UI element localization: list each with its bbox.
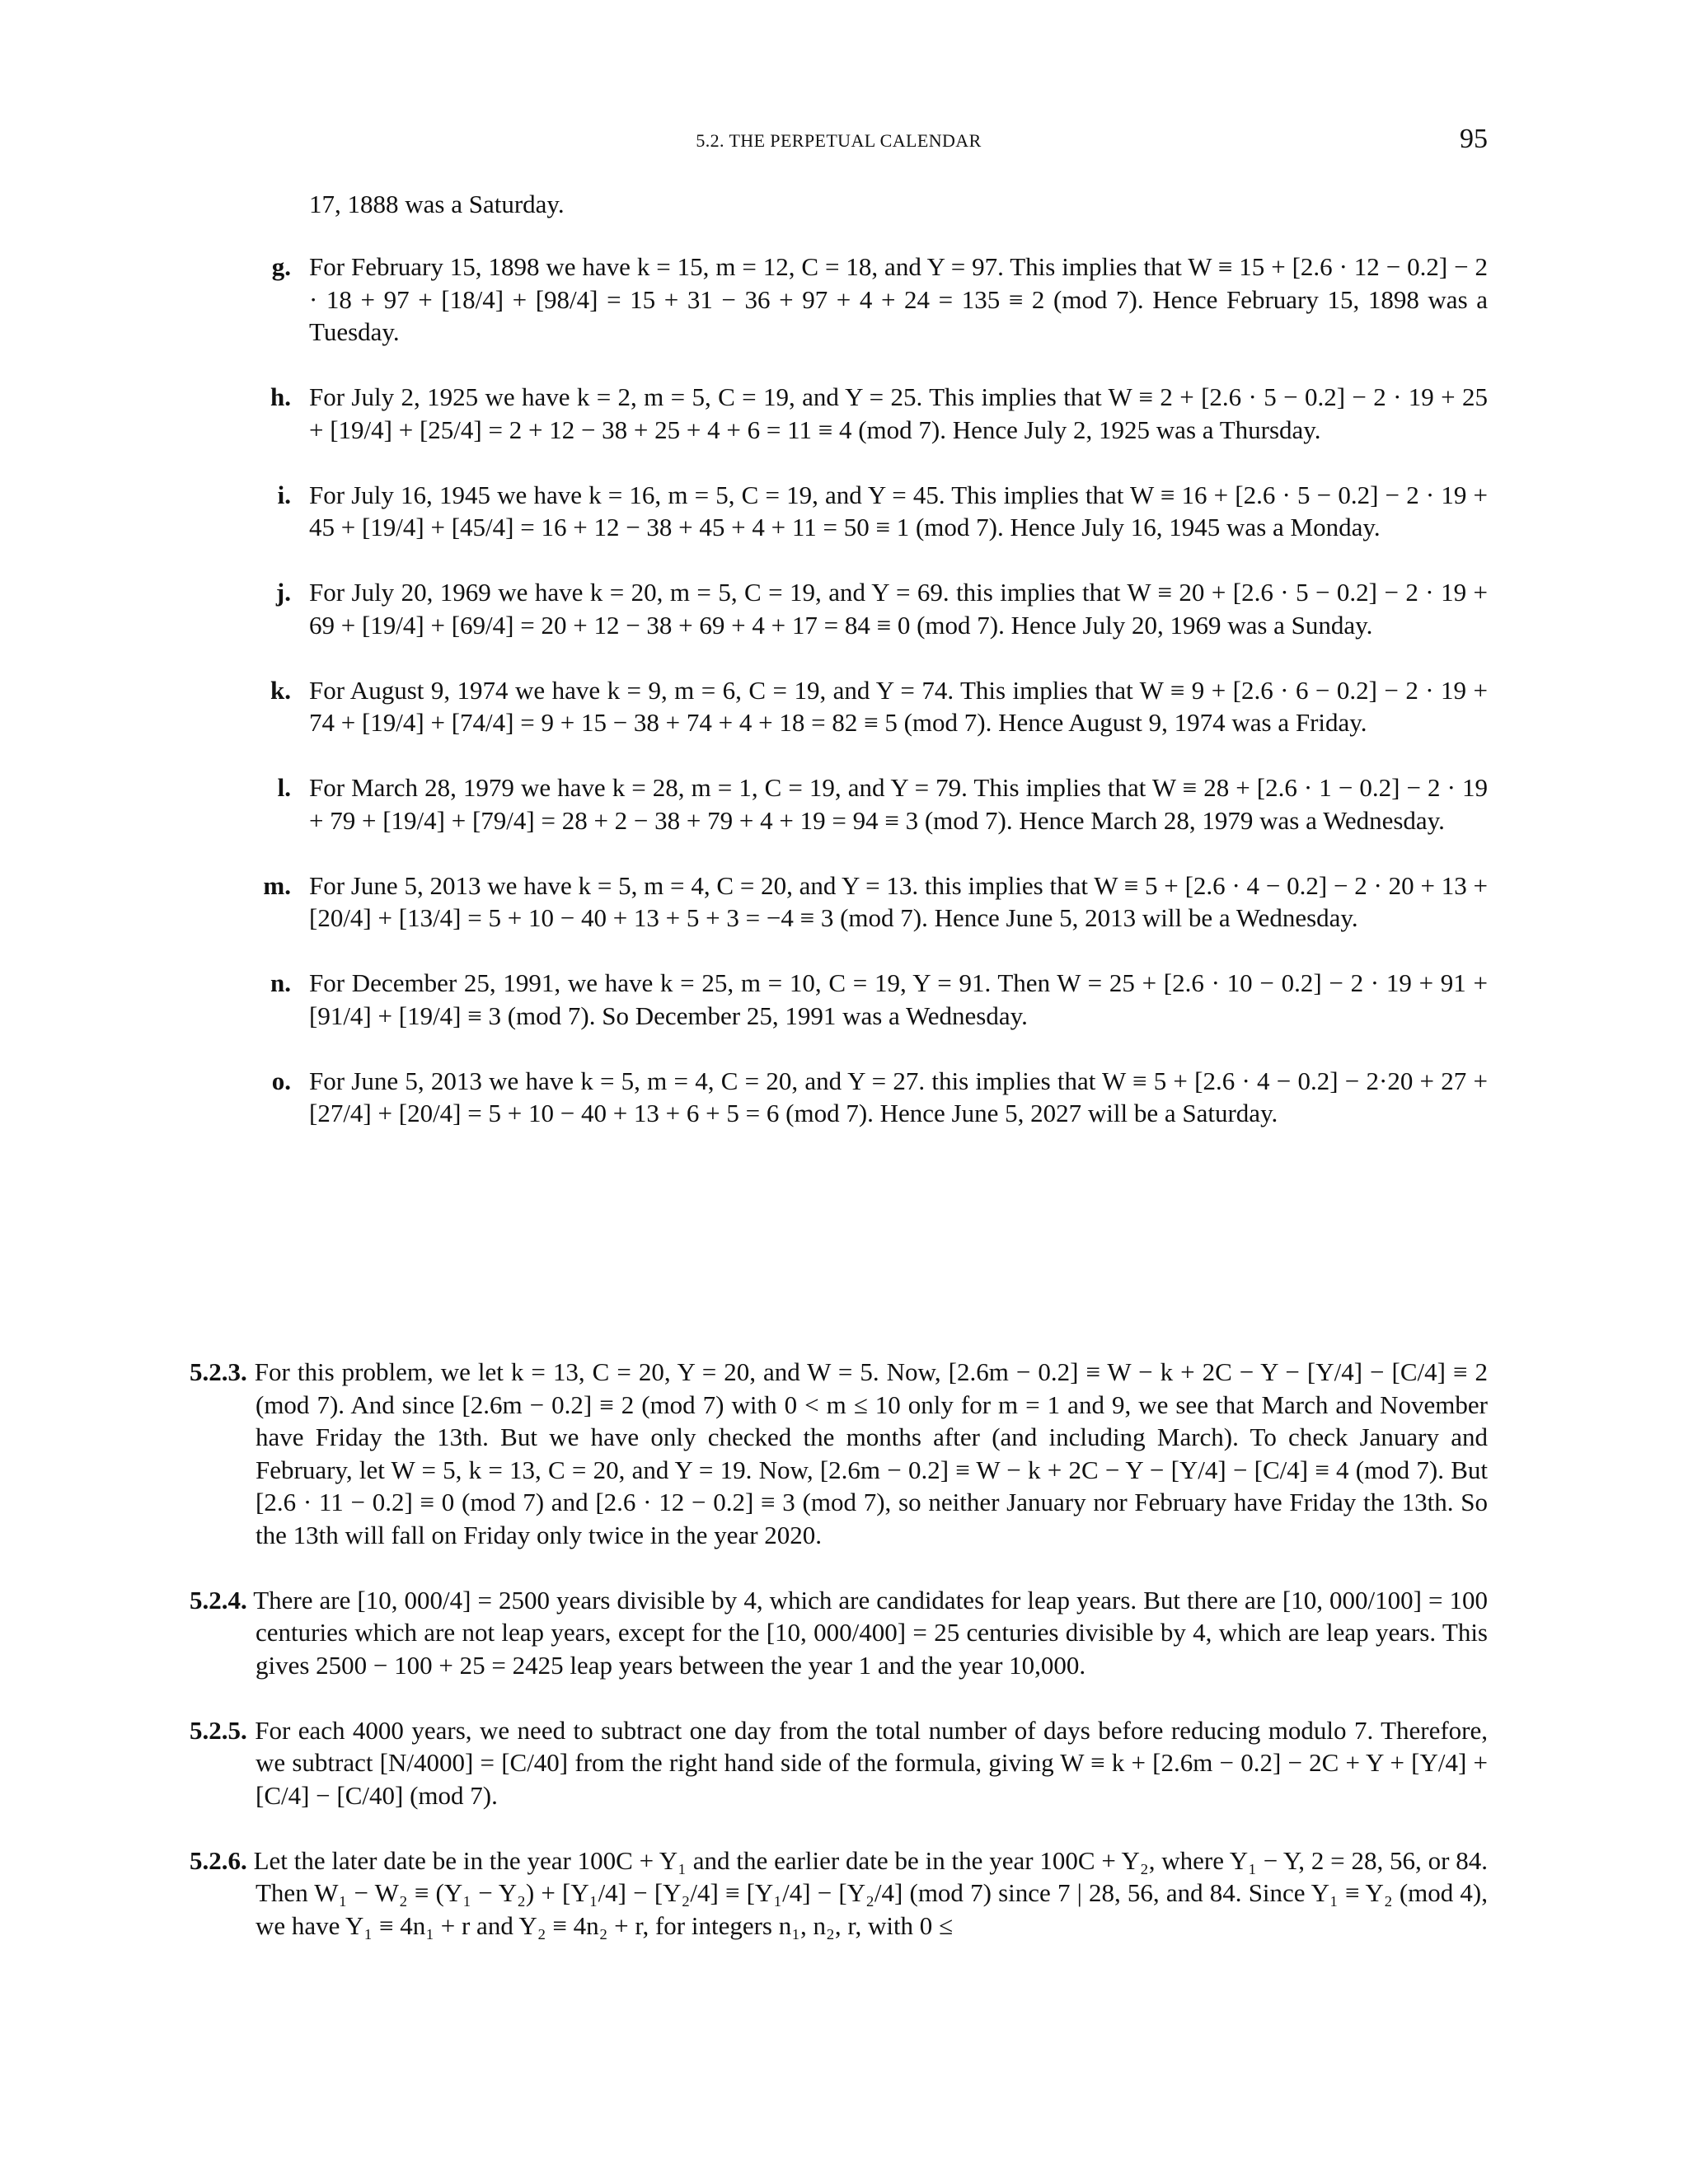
exercise-paragraph xyxy=(190,1356,1488,1551)
item-text: For February 15, 1898 we have k = 15, m = 12, C = 18, and Y = 97. This implies that W ≡ 15 + [2.6 · 12 − 0.2] − 2 · 18 + 97 + [18/4] + [98/4] = 15 + 31 − 36 + 97 + 4 + 24 = 135 ≡ 2 (mod 7). Hence February 15, 1898 was a Tuesday. xyxy=(309,252,1488,346)
exercise-number: 5.2.6. xyxy=(190,1845,247,1875)
list-item xyxy=(247,251,1488,349)
item-label: l. xyxy=(277,773,291,802)
list-item xyxy=(247,967,1488,1032)
exercise-paragraph xyxy=(190,1844,1488,1943)
item-label: m. xyxy=(263,870,291,900)
item-label: k. xyxy=(270,675,291,705)
exercise-text: For this problem, we let k = 13, C = 20, Y = 20, and W = 5. Now, [2.6m − 0.2] ≡ W − k + 2C − Y − [Y/4] − [C/4] ≡ 2 (mod 7). And since [2.6m − 0.2] ≡ 2 (mod 7) with 0 < m ≤ 10 only for m = 1 and 9, we see that March and November have Friday the 13th. But we have only checked the months after (and including March). To check January and February, let W = 5, k = 13, C = 20, and Y = 19. Now, [2.6m − 0.2] ≡ W − k + 2C − Y − [Y/4] − [C/4] ≡ 4 (mod 7). But [2.6 · 11 − 0.2] ≡ 0 (mod 7) and [2.6 · 12 − 0.2] ≡ 3 (mod 7), so neither January nor February have Friday the 13th. So the 13th will fall on Friday only twice in the year 2020. xyxy=(254,1357,1488,1549)
item-text: For July 16, 1945 we have k = 16, m = 5, C = 19, and Y = 45. This implies that W ≡ 16 + [2.6 · 5 − 0.2] − 2 · 19 + 45 + [19/4] + [45/4] = 16 + 12 − 38 + 45 + 4 + 11 = 50 ≡ 1 (mod 7). Hence July 16, 1945 was a Monday. xyxy=(309,480,1488,541)
exercise-paragraph xyxy=(190,1714,1488,1812)
exercise-text: For each 4000 years, we need to subtract one day from the total number of days before reducing modulo 7. Therefore, we subtract [N/4000] = [C/40] from the right hand side of the formula, giving W ≡ k + [2.6m − 0.2] − 2C + Y + [Y/4] + [C/4] − [C/40] (mod 7). xyxy=(255,1715,1489,1810)
item-text: For July 2, 1925 we have k = 2, m = 5, C = 19, and Y = 25. This implies that W ≡ 2 + [2.6 · 5 − 0.2] − 2 · 19 + 25 + [19/4] + [25/4] = 2 + 12 − 38 + 25 + 4 + 6 = 11 ≡ 4 (mod 7). Hence July 2, 1925 was a Thursday. xyxy=(309,382,1488,444)
exercise-number: 5.2.5. xyxy=(190,1715,247,1745)
item-text: For March 28, 1979 we have k = 28, m = 1, C = 19, and Y = 79. This implies that W ≡ 28 + [2.6 · 1 − 0.2] − 2 · 19 + 79 + [19/4] + [79/4] = 28 + 2 − 38 + 79 + 4 + 19 = 94 ≡ 3 (mod 7). Hence March 28, 1979 was a Wednesday. xyxy=(309,773,1488,835)
solution-list xyxy=(247,251,1488,1162)
item-label: g. xyxy=(271,252,291,281)
running-head: 5.2. THE PERPETUAL CALENDAR xyxy=(696,130,982,151)
item-label: o. xyxy=(271,1066,291,1095)
continued-paragraph: 17, 1888 was a Saturday. xyxy=(309,190,565,218)
item-label: i. xyxy=(277,480,291,509)
list-item xyxy=(247,674,1488,739)
item-text: For August 9, 1974 we have k = 9, m = 6, C = 19, and Y = 74. This implies that W ≡ 9 + [2.6 · 6 − 0.2] − 2 · 19 + 74 + [19/4] + [74/4] = 9 + 15 − 38 + 74 + 4 + 18 = 82 ≡ 5 (mod 7). Hence August 9, 1974 was a Friday. xyxy=(309,675,1488,737)
exercise-solutions xyxy=(190,1356,1488,1942)
exercise-paragraph xyxy=(190,1584,1488,1682)
item-text: For July 20, 1969 we have k = 20, m = 5, C = 19, and Y = 69. this implies that W ≡ 20 + [2.6 · 5 − 0.2] − 2 · 19 + 69 + [19/4] + [69/4] = 20 + 12 − 38 + 69 + 4 + 17 = 84 ≡ 0 (mod 7). Hence July 20, 1969 was a Sunday. xyxy=(309,578,1488,640)
item-label: h. xyxy=(270,382,291,411)
item-text: For June 5, 2013 we have k = 5, m = 4, C = 20, and Y = 13. this implies that W ≡ 5 + [2.6 · 4 − 0.2] − 2 · 20 + 13 + [20/4] + [13/4] = 5 + 10 − 40 + 13 + 5 + 3 = −4 ≡ 3 (mod 7). Hence June 5, 2013 will be a Wednesday. xyxy=(309,870,1488,932)
item-label: j. xyxy=(275,578,291,607)
item-text: For June 5, 2013 we have k = 5, m = 4, C = 20, and Y = 27. this implies that W ≡ 5 + [2.6 · 4 − 0.2] − 2·20 + 27 + [27/4] + [20/4] = 5 + 10 − 40 + 13 + 6 + 5 = 6 (mod 7). Hence June 5, 2027 will be a Saturday. xyxy=(309,1066,1488,1127)
list-item xyxy=(247,869,1488,935)
exercise-number: 5.2.4. xyxy=(190,1585,247,1615)
exercise-text: Let the later date be in the year 100C + Y₁ and the earlier date be in the year 100C + Y₂, where Y₁ − Y, 2 = 28, 56, or 84. Then W₁ − W₂ ≡ (Y₁ − Y₂) + [Y₁/4] − [Y₂/4] ≡ [Y₁/4] − [Y₂/4] (mod 7) since 7 | 28, 56, and 84. Since Y₁ ≡ Y₂ (mod 4), we have Y₁ ≡ 4n₁ + r and Y₂ ≡ 4n₂ + r, for integers n₁, n₂, r, with 0 ≤ xyxy=(253,1845,1488,1940)
list-item xyxy=(247,771,1488,837)
page-number: 95 xyxy=(1460,124,1488,154)
list-item xyxy=(247,479,1488,544)
exercise-text: There are [10, 000/4] = 2500 years divisible by 4, which are candidates for leap years. But there are [10, 000/100] = 100 centuries which are not leap years, except for the [10, 000/400] = 25 centuries divisible by 4, which are leap years. This gives 2500 − 100 + 25 = 2425 leap years between the year 1 and the year 10,000. xyxy=(253,1585,1488,1680)
list-item xyxy=(247,576,1488,641)
item-label: n. xyxy=(270,968,291,997)
list-item xyxy=(247,381,1488,446)
item-text: For December 25, 1991, we have k = 25, m = 10, C = 19, Y = 91. Then W = 25 + [2.6 · 10 − 0.2] − 2 · 19 + 91 + [91/4] + [19/4] ≡ 3 (mod 7). So December 25, 1991 was a Wednesday. xyxy=(309,968,1488,1030)
page-header xyxy=(190,124,1488,165)
exercise-number: 5.2.3. xyxy=(190,1357,247,1386)
list-item xyxy=(247,1065,1488,1130)
